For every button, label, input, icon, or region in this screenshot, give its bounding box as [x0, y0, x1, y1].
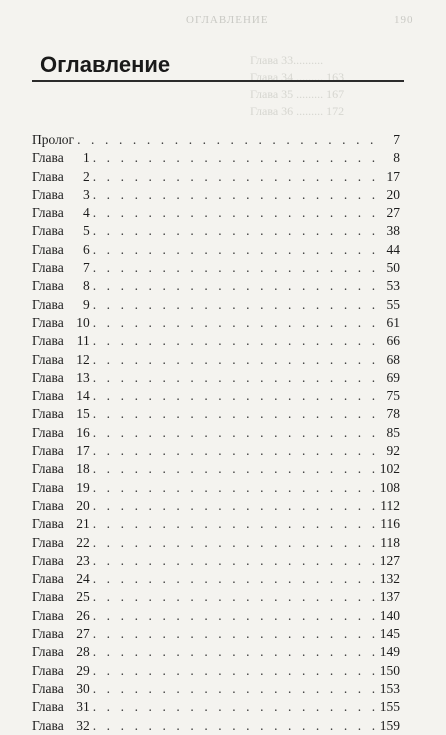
toc-dot-leader: [93, 241, 381, 259]
toc-entry-title: Пролог: [32, 132, 75, 147]
bleed-through-line: Глава 33..........: [250, 53, 324, 67]
toc-entry[interactable]: [32, 351, 400, 369]
toc-entry-label: [32, 168, 90, 186]
toc-entry-title: Глава: [32, 424, 64, 440]
toc-entry[interactable]: [32, 643, 400, 661]
toc-entry-title: Глава: [32, 406, 64, 422]
toc-entry-page-number: 92: [386, 443, 400, 459]
toc-entry-page-number: 150: [379, 662, 400, 678]
toc-entry-label: [32, 442, 90, 460]
toc-entry-chapter-number: 26: [76, 607, 90, 623]
toc-entry-title: Глава: [32, 168, 64, 184]
bleed-through-line: Глава 35 ......... 167: [250, 87, 345, 101]
running-head-page-number: 190: [394, 14, 414, 26]
toc-entry[interactable]: [32, 460, 400, 478]
toc-entry[interactable]: [32, 387, 400, 405]
toc-entry[interactable]: [32, 296, 400, 314]
toc-entry[interactable]: [32, 314, 400, 332]
toc-entry-title: Глава: [32, 388, 64, 404]
toc-entry-label: [32, 680, 90, 698]
toc-entry-chapter-number: 16: [76, 424, 90, 440]
toc-entry-chapter-number: 23: [76, 552, 90, 568]
toc-entry-label: [32, 204, 90, 222]
toc-entry-label: [32, 662, 90, 680]
toc-entry-label: [32, 460, 90, 478]
toc-dot-leader: [93, 570, 377, 588]
toc-dot-leader: [93, 534, 378, 552]
toc-entry[interactable]: [32, 570, 400, 588]
toc-dot-leader: [93, 424, 381, 442]
toc-entry-chapter-number: 18: [76, 461, 90, 477]
toc-entry-title: Глава: [32, 333, 64, 349]
toc-entry-label: [32, 497, 90, 515]
toc-entry-page-number: 102: [379, 461, 400, 477]
toc-dot-leader: [93, 149, 381, 167]
toc-entry-title: Глава: [32, 479, 64, 495]
toc-entry-title: Глава: [32, 369, 64, 385]
toc-entry-title: Глава: [32, 260, 64, 276]
toc-entry-chapter-number: 21: [76, 516, 90, 532]
toc-entry-chapter-number: 12: [76, 351, 90, 367]
toc-entry-page-number: 155: [379, 699, 400, 715]
toc-entry-chapter-number: 25: [76, 589, 90, 605]
toc-entry-title: Глава: [32, 589, 64, 605]
toc-entry[interactable]: [32, 405, 400, 423]
toc-entry[interactable]: [32, 149, 400, 167]
toc-entry-page-number: 7: [393, 132, 400, 147]
page-title: Оглавление: [40, 52, 171, 77]
toc-entry-page-number: 61: [386, 314, 400, 330]
toc-entry-page-number: 44: [386, 241, 400, 257]
toc-dot-leader: [93, 259, 381, 277]
toc-dot-leader: [93, 332, 381, 350]
toc-entry-chapter-number: 19: [76, 479, 90, 495]
toc-entry-title: Глава: [32, 443, 64, 459]
toc-entry-title: Глава: [32, 223, 64, 239]
toc-dot-leader: [93, 607, 377, 625]
toc-entry-page-number: 20: [386, 186, 400, 202]
toc-entry-page-number: 27: [386, 205, 400, 221]
toc-entry-chapter-number: 15: [76, 406, 90, 422]
toc-entry-title: Глава: [32, 699, 64, 715]
toc-entry-chapter-number: 13: [76, 369, 90, 385]
toc-entry-label: [32, 570, 90, 588]
toc-entry-label: [32, 222, 90, 240]
toc-entry-page-number: 69: [386, 369, 400, 385]
toc-dot-leader: [93, 698, 377, 716]
toc-entry-page-number: 75: [386, 388, 400, 404]
toc-entry-page-number: 159: [379, 717, 400, 733]
toc-dot-leader: [93, 405, 381, 423]
toc-entry-label: [32, 259, 90, 277]
toc-entry-label: [32, 625, 90, 643]
toc-entry-page-number: 118: [380, 534, 400, 550]
toc-dot-leader: [93, 351, 381, 369]
toc-dot-leader: [93, 314, 381, 332]
toc-entry-chapter-number: 1: [82, 150, 90, 166]
toc-entry-page-number: 17: [386, 168, 400, 184]
toc-dot-leader: [93, 479, 377, 497]
toc-entry-label: [32, 588, 90, 606]
toc-entry-chapter-number: 27: [76, 626, 90, 642]
toc-entry[interactable]: [32, 277, 400, 295]
toc-entry-chapter-number: 20: [76, 497, 90, 513]
toc-entry-label: [32, 698, 90, 716]
toc-entry-chapter-number: 24: [76, 571, 90, 587]
toc-entry-title: Глава: [32, 680, 64, 696]
toc-entry-label: [32, 351, 90, 369]
toc-entry-page-number: 38: [386, 223, 400, 239]
toc-entry-label: [32, 277, 90, 295]
toc-entry-page-number: 112: [380, 497, 400, 513]
toc-dot-leader: [93, 277, 381, 295]
toc-entry[interactable]: [32, 698, 400, 716]
toc-entry[interactable]: [32, 662, 400, 680]
toc-entry-page-number: 132: [379, 571, 400, 587]
toc-entry[interactable]: [32, 222, 400, 240]
toc-dot-leader: [93, 625, 377, 643]
toc-entry-chapter-number: 31: [76, 699, 90, 715]
toc-dot-leader: [93, 442, 381, 460]
toc-entry-label: [32, 515, 90, 533]
toc-entry-chapter-number: 4: [82, 205, 90, 221]
toc-entry[interactable]: [32, 607, 400, 625]
toc-entry-page-number: 140: [379, 607, 400, 623]
toc-dot-leader: [93, 204, 381, 222]
toc-entry-label: [32, 534, 90, 552]
toc-entry-title: Глава: [32, 461, 64, 477]
toc-entry-title: Глава: [32, 516, 64, 532]
toc-dot-leader: [93, 369, 381, 387]
toc-entry-title: Глава: [32, 644, 64, 660]
toc-entry-label: [32, 131, 74, 149]
toc-entry-chapter-number: 3: [82, 186, 90, 202]
table-of-contents: [32, 131, 400, 735]
toc-entry-chapter-number: 9: [82, 296, 90, 312]
toc-entry[interactable]: [32, 479, 400, 497]
toc-entry[interactable]: [32, 717, 400, 735]
toc-entry-label: [32, 296, 90, 314]
toc-entry-page-number: 68: [386, 351, 400, 367]
running-head-title: ОГЛАВЛЕНИЕ: [186, 14, 269, 26]
toc-entry-title: Глава: [32, 351, 64, 367]
toc-entry-page-number: 153: [379, 680, 400, 696]
toc-entry-chapter-number: 7: [82, 260, 90, 276]
toc-entry-label: [32, 607, 90, 625]
toc-entry[interactable]: [32, 332, 400, 350]
toc-entry[interactable]: [32, 497, 400, 515]
toc-entry[interactable]: [32, 259, 400, 277]
toc-entry-label: [32, 643, 90, 661]
toc-entry-page-number: 116: [380, 516, 400, 532]
toc-entry-chapter-number: 8: [82, 278, 90, 294]
toc-entry-chapter-number: 5: [82, 223, 90, 239]
toc-entry-label: [32, 332, 90, 350]
toc-entry-label: [32, 405, 90, 423]
toc-entry[interactable]: [32, 442, 400, 460]
toc-entry-chapter-number: 2: [82, 168, 90, 184]
toc-dot-leader: [93, 588, 377, 606]
toc-dot-leader: [93, 186, 381, 204]
toc-entry-chapter-number: 32: [76, 717, 90, 733]
toc-entry[interactable]: [32, 588, 400, 606]
toc-entry[interactable]: [32, 186, 400, 204]
toc-entry-title: Глава: [32, 607, 64, 623]
toc-entry-title: Глава: [32, 205, 64, 221]
toc-entry[interactable]: [32, 680, 400, 698]
toc-entry-title: Глава: [32, 278, 64, 294]
toc-dot-leader: [93, 460, 377, 478]
toc-entry-title: Глава: [32, 314, 64, 330]
toc-entry-chapter-number: 17: [76, 443, 90, 459]
toc-entry[interactable]: [32, 552, 400, 570]
toc-entry-page-number: 137: [379, 589, 400, 605]
toc-entry-page-number: 145: [379, 626, 400, 642]
toc-entry-title: Глава: [32, 717, 64, 733]
toc-entry-chapter-number: 29: [76, 662, 90, 678]
toc-entry-label: [32, 479, 90, 497]
toc-dot-leader: [93, 515, 378, 533]
toc-entry-label: [32, 424, 90, 442]
toc-entry-label: [32, 717, 90, 735]
toc-entry-page-number: 85: [386, 424, 400, 440]
toc-entry-chapter-number: 22: [76, 534, 90, 550]
toc-entry[interactable]: [32, 241, 400, 259]
toc-entry-title: Глава: [32, 186, 64, 202]
toc-entry-page-number: 55: [386, 296, 400, 312]
toc-entry[interactable]: [32, 204, 400, 222]
toc-entry[interactable]: [32, 168, 400, 186]
toc-dot-leader: [77, 131, 381, 149]
toc-dot-leader: [93, 552, 377, 570]
toc-entry-label: [32, 387, 90, 405]
toc-entry-chapter-number: 14: [76, 388, 90, 404]
toc-entry-title: Глава: [32, 571, 64, 587]
toc-entry-chapter-number: 6: [82, 241, 90, 257]
toc-entry-page-number: 8: [393, 150, 400, 166]
toc-entry-label: [32, 186, 90, 204]
toc-entry-title: Глава: [32, 534, 64, 550]
toc-entry-title: Глава: [32, 241, 64, 257]
bleed-through-text: [250, 52, 400, 132]
toc-entry-page-number: 127: [379, 552, 400, 568]
toc-entry-page-number: 78: [386, 406, 400, 422]
toc-entry-label: [32, 241, 90, 259]
toc-entry-title: Глава: [32, 662, 64, 678]
toc-entry-title: Глава: [32, 626, 64, 642]
running-head: [0, 14, 446, 28]
toc-entry[interactable]: [32, 131, 400, 149]
toc-entry-page-number: 149: [379, 644, 400, 660]
bleed-through-line: Глава 34 ......... 163: [250, 70, 345, 84]
toc-entry-title: Глава: [32, 296, 64, 312]
toc-dot-leader: [93, 662, 377, 680]
toc-dot-leader: [93, 296, 381, 314]
toc-entry-page-number: 50: [386, 260, 400, 276]
toc-entry[interactable]: [32, 515, 400, 533]
toc-entry-chapter-number: 30: [76, 680, 90, 696]
toc-entry[interactable]: [32, 424, 400, 442]
toc-entry-label: [32, 149, 90, 167]
toc-entry[interactable]: [32, 625, 400, 643]
toc-dot-leader: [93, 222, 381, 240]
toc-dot-leader: [93, 497, 378, 515]
toc-entry-chapter-number: 10: [76, 314, 90, 330]
toc-entry-label: [32, 369, 90, 387]
toc-entry[interactable]: [32, 534, 400, 552]
toc-entry-page-number: 108: [379, 479, 400, 495]
toc-dot-leader: [93, 717, 377, 735]
bleed-through-line: Глава 36 ......... 172: [250, 104, 345, 118]
toc-entry-title: Глава: [32, 552, 64, 568]
toc-entry-chapter-number: 28: [76, 644, 90, 660]
toc-dot-leader: [93, 680, 377, 698]
toc-entry-page-number: 53: [386, 278, 400, 294]
toc-entry-page-number: 66: [386, 333, 400, 349]
toc-dot-leader: [93, 387, 381, 405]
toc-entry-label: [32, 314, 90, 332]
toc-entry-title: Глава: [32, 497, 64, 513]
toc-entry-title: Глава: [32, 150, 64, 166]
title-underline: [32, 80, 404, 82]
toc-entry-chapter-number: 11: [76, 333, 90, 349]
toc-entry-label: [32, 552, 90, 570]
toc-dot-leader: [93, 168, 381, 186]
toc-entry[interactable]: [32, 369, 400, 387]
toc-dot-leader: [93, 643, 377, 661]
